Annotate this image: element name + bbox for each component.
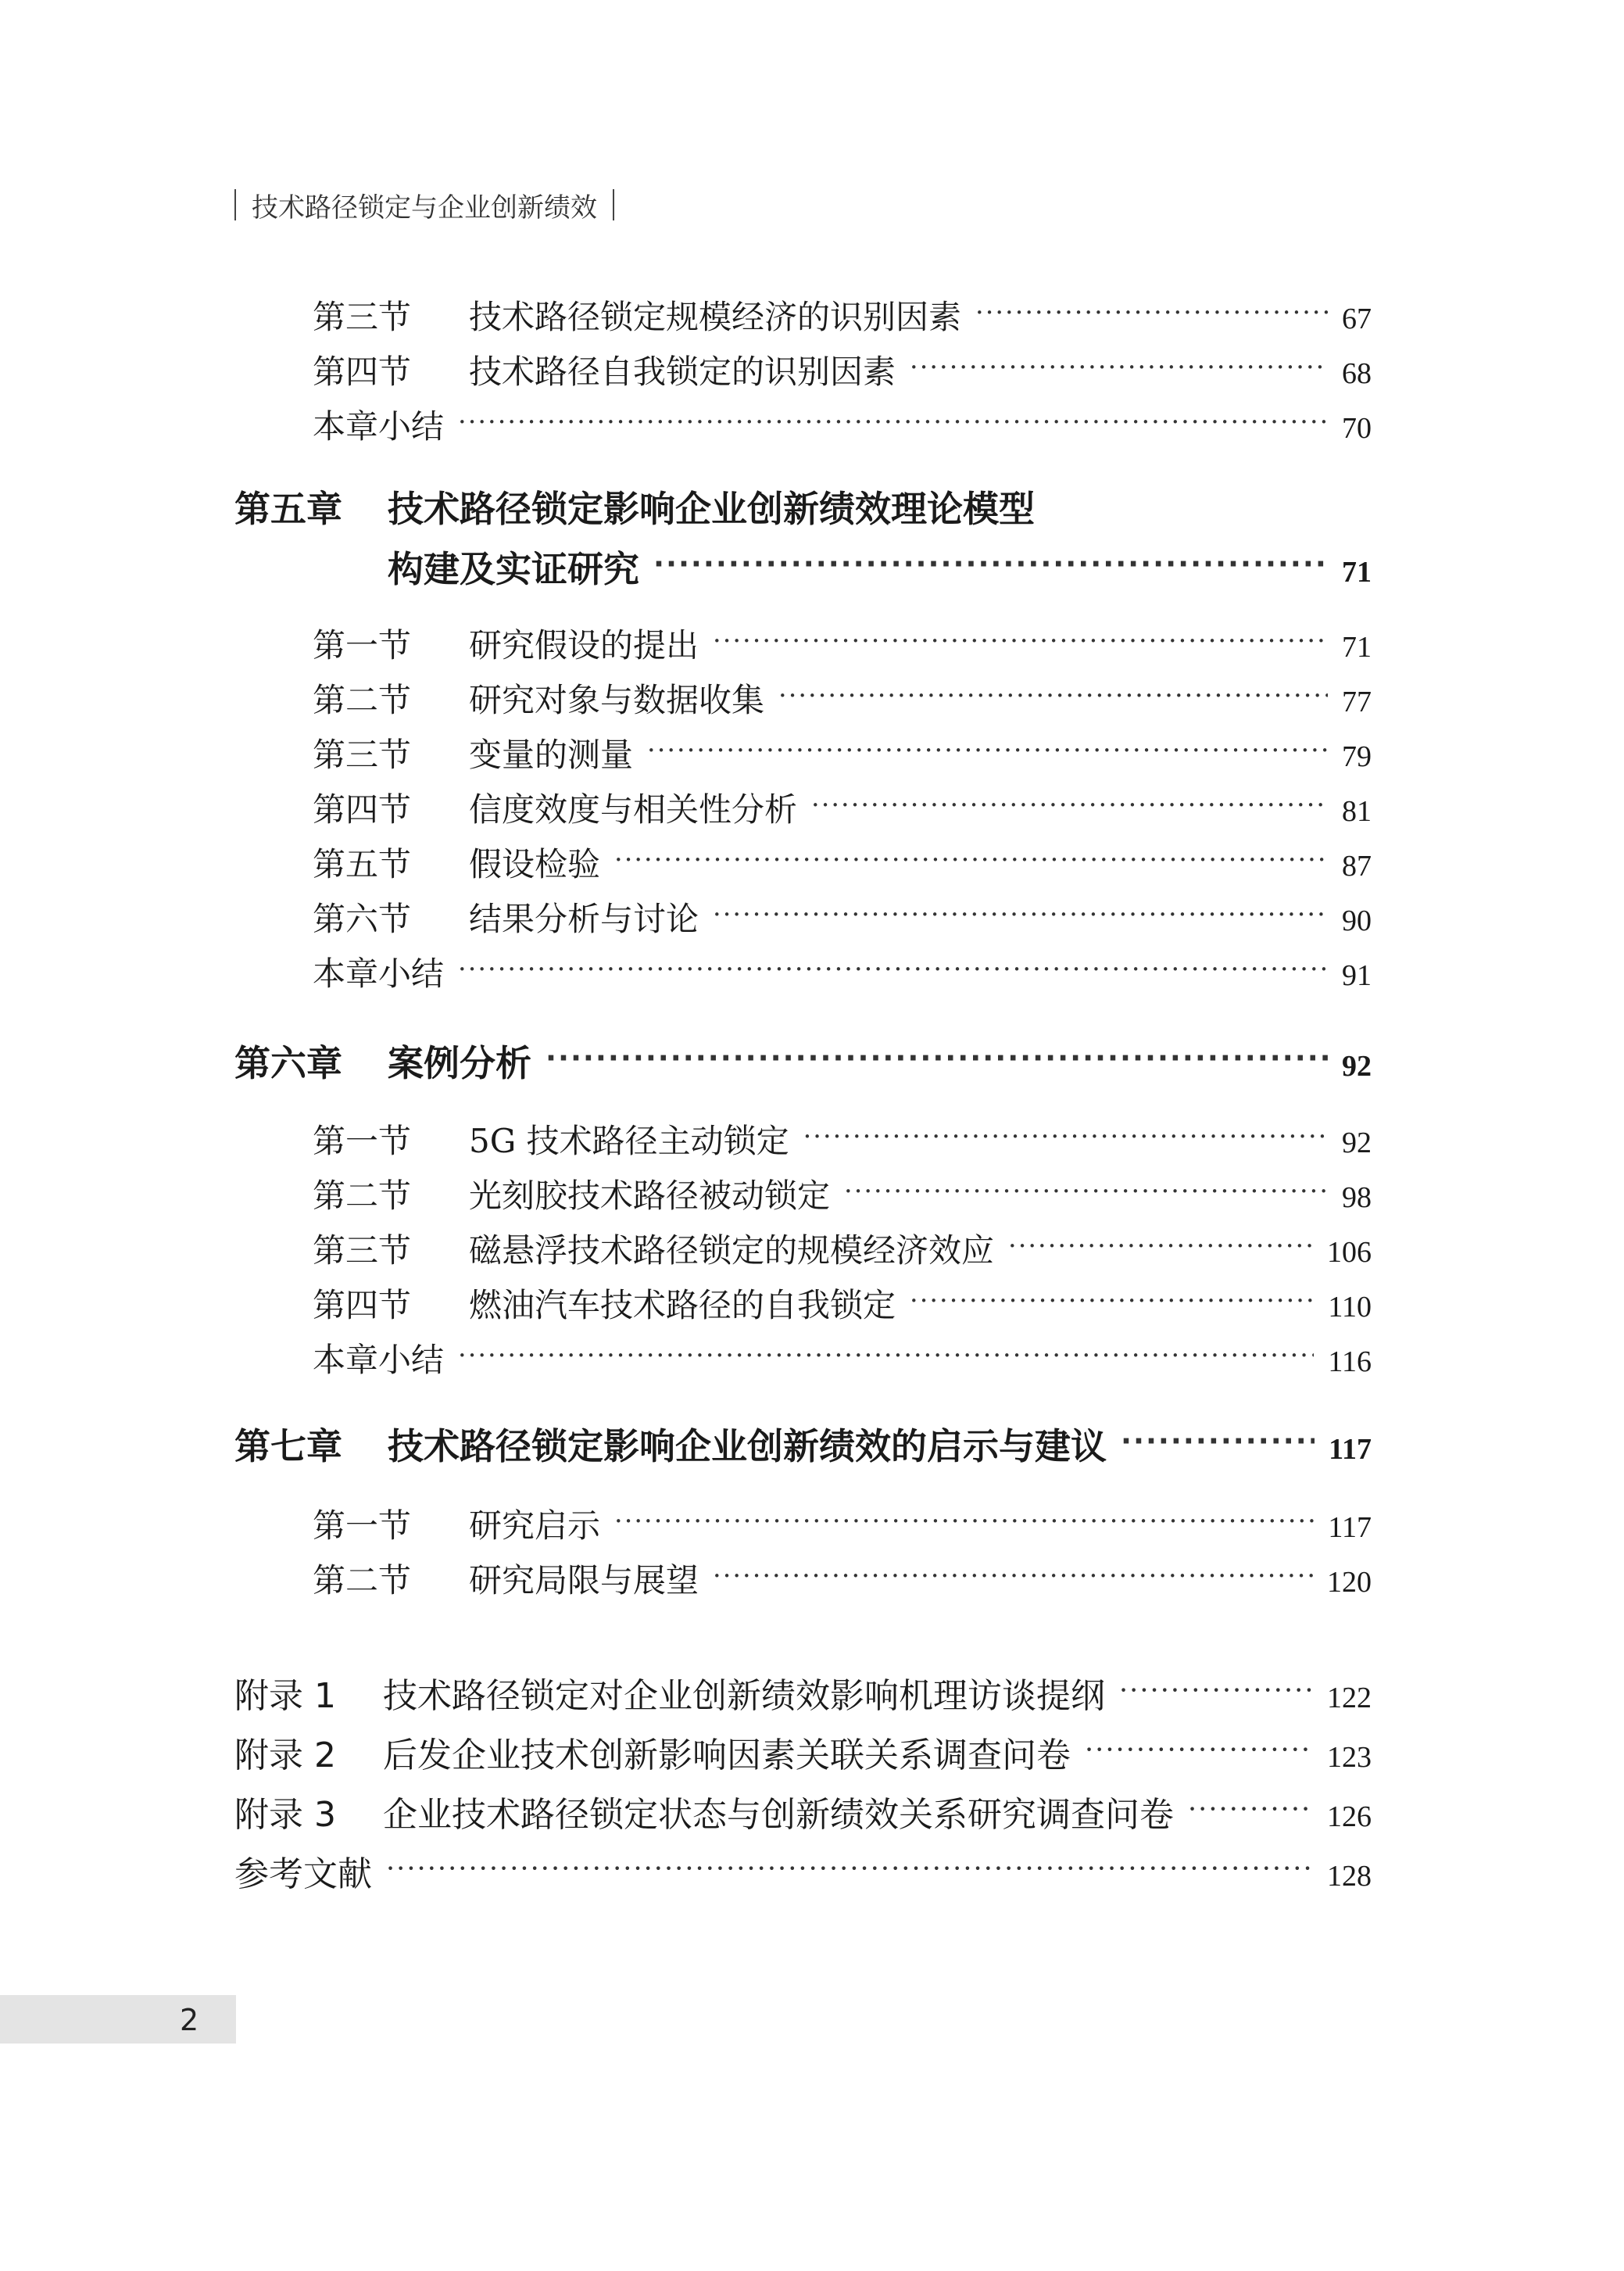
toc-leader-dots — [1008, 1229, 1313, 1262]
toc-page-number: 106 — [1327, 1236, 1372, 1269]
toc-leader-dots — [1085, 1732, 1313, 1767]
toc-entry-title: 磁悬浮技术路径锁定的规模经济效应 — [469, 1231, 995, 1270]
toc-page-number: 92 — [1342, 1050, 1372, 1083]
toc-entry-title: 信度效度与相关性分析 — [469, 790, 798, 829]
toc-entry-number: 第七章 — [234, 1425, 342, 1467]
toc-entry-title: 技术路径锁定对企业创新绩效影响机理访谈提纲 — [383, 1676, 1105, 1716]
toc-page-number: 67 — [1342, 303, 1372, 335]
toc-page-number: 68 — [1342, 357, 1372, 390]
toc-section-row[interactable] — [313, 296, 1372, 334]
toc-entry-title: 燃油汽车技术路径的自我锁定 — [469, 1286, 896, 1324]
toc-section-row[interactable] — [313, 1338, 1372, 1377]
toc-entry-title: 研究对象与数据收集 — [469, 681, 765, 719]
toc-appendix-row[interactable] — [234, 1851, 1372, 1892]
toc-leader-dots — [614, 843, 1328, 876]
toc-leader-dots — [458, 952, 1328, 985]
toc-page-number: 117 — [1329, 1433, 1372, 1466]
toc-page-number: 77 — [1342, 686, 1372, 718]
toc-leader-dots — [975, 296, 1328, 328]
toc-entry-number: 附录 1 — [234, 1676, 336, 1716]
toc-section-row[interactable] — [313, 350, 1372, 389]
toc-leader-dots — [458, 405, 1328, 438]
toc-section-row[interactable] — [313, 1504, 1372, 1545]
toc-entry-number: 附录 3 — [234, 1795, 336, 1835]
toc-section-row[interactable] — [313, 897, 1372, 936]
toc-entry-number: 第二节 — [313, 681, 412, 719]
toc-page-number: 70 — [1342, 412, 1372, 445]
toc-entry-number: 第四节 — [313, 1286, 412, 1324]
toc-leader-dots — [647, 733, 1328, 766]
toc-section-row[interactable] — [313, 952, 1372, 993]
toc-section-row[interactable] — [313, 1119, 1372, 1158]
toc-entry-number: 第四节 — [313, 790, 412, 829]
toc-entry-number: 第三节 — [313, 1231, 412, 1270]
toc-leader-dots — [1119, 1673, 1313, 1707]
toc-page-number: 87 — [1342, 850, 1372, 883]
toc-leader-dots — [803, 1119, 1328, 1152]
toc-entry-number: 第五章 — [234, 488, 342, 530]
toc-page-number: 71 — [1342, 631, 1372, 664]
toc-section-row[interactable] — [313, 843, 1372, 881]
toc-entry-number: 第五节 — [313, 845, 412, 883]
toc-section-row[interactable] — [313, 1229, 1372, 1270]
toc-page-number: 123 — [1327, 1741, 1372, 1774]
toc-leader-dots — [386, 1851, 1313, 1886]
toc-entry-title: 技术路径锁定影响企业创新绩效理论模型 — [388, 488, 1035, 530]
toc-section-row[interactable] — [313, 788, 1372, 829]
toc-chapter-row[interactable] — [234, 488, 1372, 530]
toc-page-number: 120 — [1327, 1566, 1372, 1599]
toc-entry-title: 案例分析 — [388, 1042, 531, 1084]
toc-page-number: 110 — [1328, 1291, 1372, 1324]
toc-section-row[interactable] — [313, 679, 1372, 717]
toc-leader-dots — [713, 1559, 1313, 1592]
toc-page-number: 98 — [1342, 1181, 1372, 1214]
toc-page-number: 126 — [1327, 1800, 1372, 1833]
toc-entry-number: 第二节 — [313, 1177, 412, 1215]
toc-entry-title: 5G 技术路径主动锁定 — [469, 1122, 789, 1160]
toc-entry-title: 光刻胶技术路径被动锁定 — [469, 1177, 831, 1215]
toc-page-number: 90 — [1342, 904, 1372, 937]
toc-page-number: 92 — [1342, 1127, 1372, 1159]
toc-entry-number: 第六章 — [234, 1042, 342, 1084]
toc-entry-number: 第三节 — [313, 736, 412, 774]
toc-entry-title: 企业技术路径锁定状态与创新绩效关系研究调查问卷 — [383, 1795, 1174, 1835]
toc-leader-dots — [1121, 1423, 1315, 1459]
toc-leader-dots — [844, 1174, 1328, 1207]
toc-entry-number: 第四节 — [313, 353, 412, 391]
toc-page-number: 91 — [1342, 959, 1372, 992]
toc-entry-title: 本章小结 — [313, 1341, 445, 1379]
toc-leader-dots — [458, 1338, 1314, 1371]
page-number: 2 — [180, 2003, 199, 2037]
toc-entry-title: 研究假设的提出 — [469, 626, 699, 664]
toc-leader-dots — [1188, 1792, 1313, 1826]
toc-entry-title: 技术路径锁定规模经济的识别因素 — [469, 298, 962, 336]
toc-section-row[interactable] — [313, 1174, 1372, 1213]
toc-entry-number: 第二节 — [313, 1561, 412, 1599]
toc-entry-number: 附录 2 — [234, 1735, 336, 1775]
toc-entry-title: 结果分析与讨论 — [469, 900, 699, 938]
toc-entry-title: 技术路径锁定影响企业创新绩效的启示与建议 — [388, 1425, 1107, 1467]
toc-chapter-row[interactable] — [234, 1040, 1372, 1084]
toc-entry-number: 第一节 — [313, 1506, 412, 1545]
toc-entry-number: 第一节 — [313, 626, 412, 664]
toc-entry-title: 变量的测量 — [469, 736, 634, 774]
toc-section-row[interactable] — [313, 733, 1372, 772]
toc-section-row[interactable] — [313, 1284, 1372, 1322]
toc-page-number: 116 — [1328, 1345, 1372, 1378]
toc-entry-title: 研究启示 — [469, 1506, 601, 1545]
toc-leader-dots — [811, 788, 1328, 821]
toc-leader-dots — [713, 897, 1328, 930]
toc-appendix-row[interactable] — [234, 1732, 1372, 1773]
toc-entry-number: 第六节 — [313, 900, 412, 938]
toc-appendix-row[interactable] — [234, 1792, 1372, 1835]
toc-leader-dots — [910, 1284, 1314, 1316]
toc-entry-title: 参考文献 — [234, 1854, 372, 1894]
toc-leader-dots — [910, 350, 1328, 383]
toc-section-row[interactable] — [313, 405, 1372, 446]
toc-entry-title: 本章小结 — [313, 407, 445, 446]
toc-leader-dots — [546, 1040, 1328, 1076]
toc-page-number: 81 — [1342, 795, 1372, 828]
toc-entry-title: 后发企业技术创新影响因素关联关系调查问卷 — [383, 1735, 1071, 1775]
toc-entry-title-line2: 构建及实证研究 — [388, 548, 639, 590]
toc-page-number: 117 — [1328, 1511, 1372, 1544]
toc-chapter-row-continued[interactable] — [388, 546, 1372, 590]
toc-page-number: 71 — [1342, 556, 1372, 589]
toc-entry-title: 技术路径自我锁定的识别因素 — [469, 353, 896, 391]
toc-leader-dots — [778, 679, 1328, 711]
toc-entry-title: 假设检验 — [469, 845, 601, 883]
toc-section-row[interactable] — [313, 624, 1372, 662]
toc-leader-dots — [653, 546, 1328, 582]
toc-page-number: 128 — [1327, 1860, 1372, 1893]
toc-entry-title: 研究局限与展望 — [469, 1561, 699, 1599]
toc-entry-number: 第三节 — [313, 298, 412, 336]
toc-appendix-row[interactable] — [234, 1673, 1372, 1714]
toc-page-number: 79 — [1342, 740, 1372, 773]
toc-leader-dots — [614, 1504, 1314, 1537]
toc-entry-number: 第一节 — [313, 1122, 412, 1160]
toc-page-number: 122 — [1327, 1682, 1372, 1714]
page-number-box — [0, 1995, 236, 2044]
toc-leader-dots — [713, 624, 1328, 657]
running-title: 技术路径锁定与企业创新绩效 — [252, 192, 597, 224]
toc-entry-title: 本章小结 — [313, 955, 445, 993]
toc-chapter-row[interactable] — [234, 1423, 1372, 1467]
toc-section-row[interactable] — [313, 1559, 1372, 1597]
